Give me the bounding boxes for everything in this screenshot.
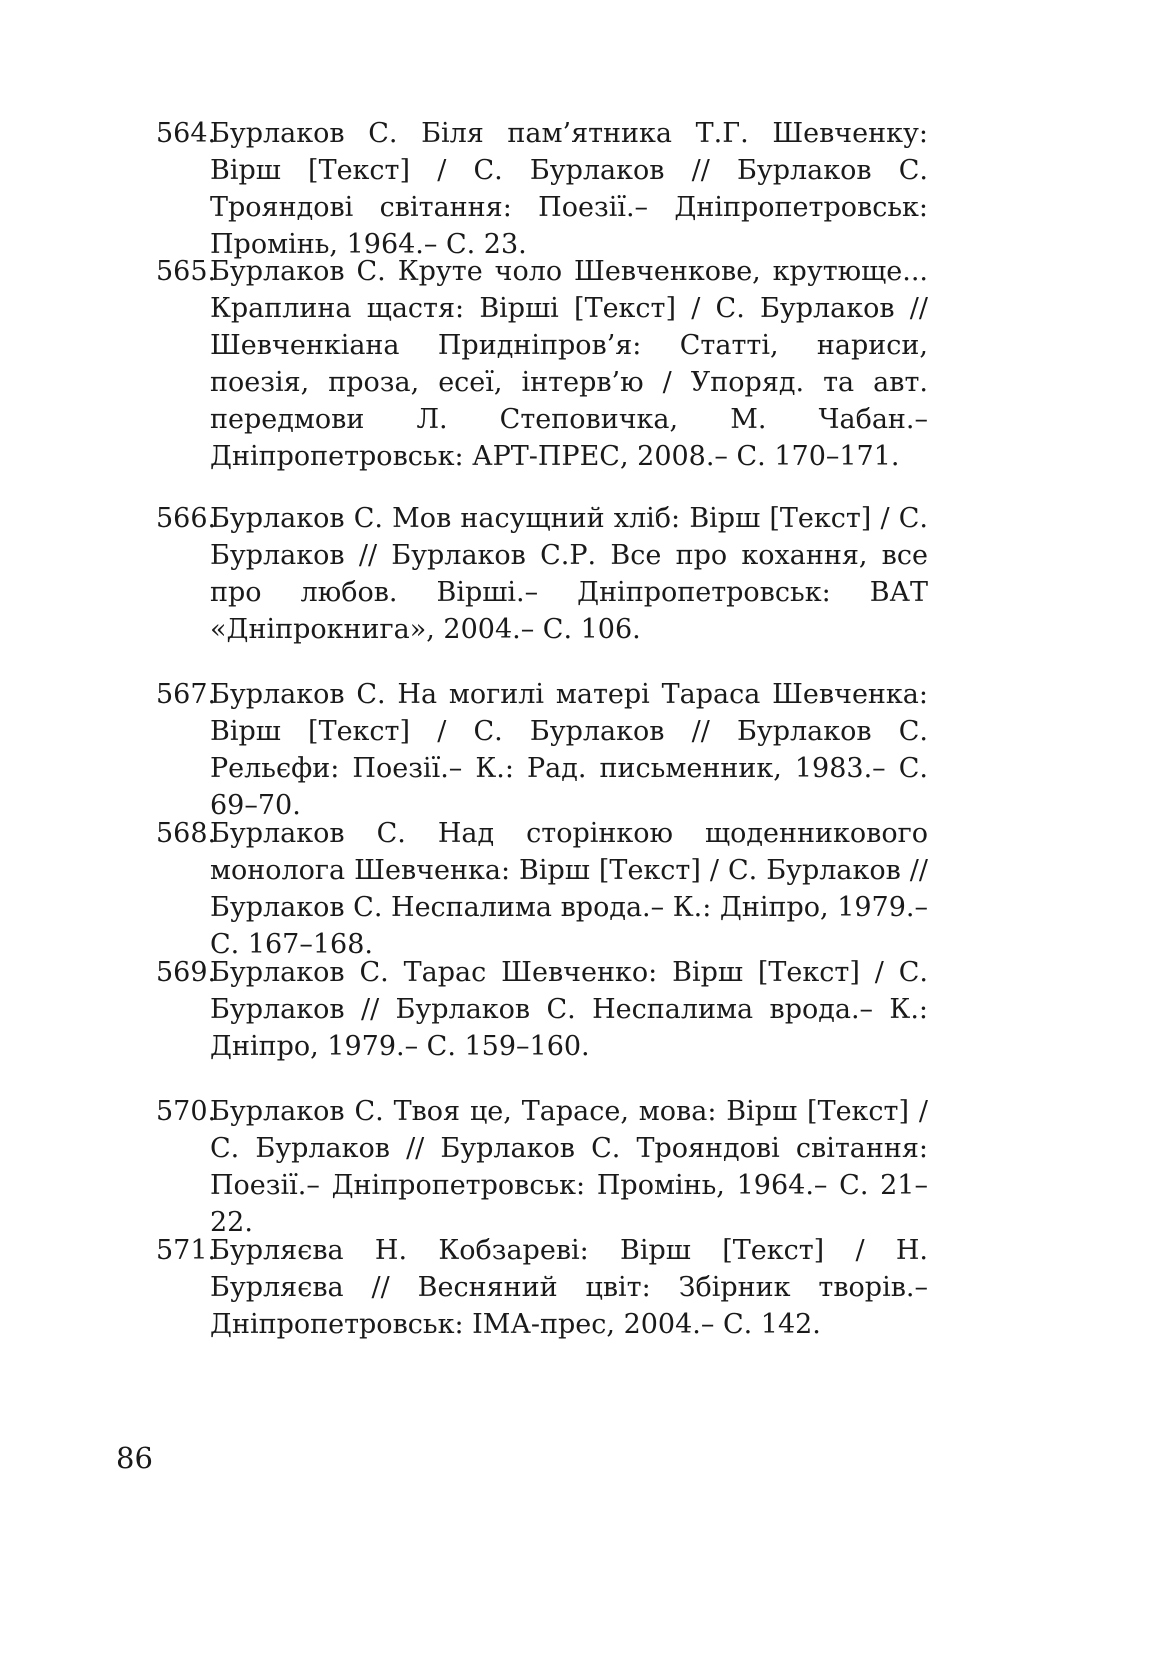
page-number: 86	[116, 1441, 153, 1475]
bibliography-entry	[156, 1093, 928, 1241]
entry-text: Бурлаков С. Твоя це, Тарасе, мова: Вірш [Текст] / С. Бурлаков // Бурлаков С. Трояндові світання: Поезії.– Дніпропетровськ: Промінь, 1964.– С. 21–22.	[210, 1096, 928, 1238]
entry-text: Бурлаков С. Над сторінкою щоденникового монолога Шевченка: Вірш [Текст] / С. Бурлаков // Бурлаков С. Неспалима врода.– К.: Дніпро, 1979.– С. 167–168.	[210, 818, 928, 960]
bibliography-entry	[156, 1232, 928, 1343]
entry-number: 564.	[156, 118, 217, 149]
entry-text: Бурлаков С. Тарас Шевченко: Вірш [Текст] / С. Бурлаков // Бурлаков С. Неспалима врода.– К.: Дніпро, 1979.– С. 159–160.	[210, 957, 928, 1062]
entry-number: 568.	[156, 818, 217, 849]
bibliography-entry	[156, 115, 928, 263]
entry-text: Бурляєва Н. Кобзареві: Вірш [Текст] / Н. Бурляєва // Весняний цвіт: Збірник творів.– Дніпропетровськ: ІМА-прес, 2004.– С. 142.	[210, 1235, 928, 1340]
entry-number: 566.	[156, 503, 217, 534]
bibliography-entry	[156, 954, 928, 1065]
entry-number: 571.	[156, 1235, 217, 1266]
bibliography-entry	[156, 500, 928, 648]
entry-text: Бурлаков С. Біля пам’ятника Т.Г. Шевченку: Вірш [Текст] / С. Бурлаков // Бурлаков С. Трояндові світання: Поезії.– Дніпропетровськ: Промінь, 1964.– С. 23.	[210, 118, 928, 260]
bibliography-entry	[156, 676, 928, 824]
entry-number: 567.	[156, 679, 217, 710]
bibliography-entry	[156, 253, 928, 475]
entry-number: 570.	[156, 1096, 217, 1127]
bibliography-entry	[156, 815, 928, 963]
entry-text: Бурлаков С. Мов насущний хліб: Вірш [Текст] / С. Бурлаков // Бурлаков С.Р. Все про кохання, все про любов. Вірші.– Дніпропетровськ: ВАТ «Дніпрокнига», 2004.– С. 106.	[210, 503, 928, 645]
entry-number: 569.	[156, 957, 217, 988]
entry-text: Бурлаков С. На могилі матері Тараса Шевченка: Вірш [Текст] / С. Бурлаков // Бурлаков С. Рельєфи: Поезії.– К.: Рад. письменник, 1983.– С. 69–70.	[210, 679, 928, 821]
entry-text: Бурлаков С. Круте чоло Шевченкове, крутюще... Краплина щастя: Вірші [Текст] / С. Бурлаков // Шевченкіана Придніпров’я: Статті, нариси, поезія, проза, есеї, інтерв’ю / Упоряд. та авт. передмови Л. Степовичка, М. Чабан.– Дніпропетровськ: АРТ-ПРЕС, 2008.– С. 170–171.	[210, 256, 928, 472]
entry-number: 565.	[156, 256, 217, 287]
